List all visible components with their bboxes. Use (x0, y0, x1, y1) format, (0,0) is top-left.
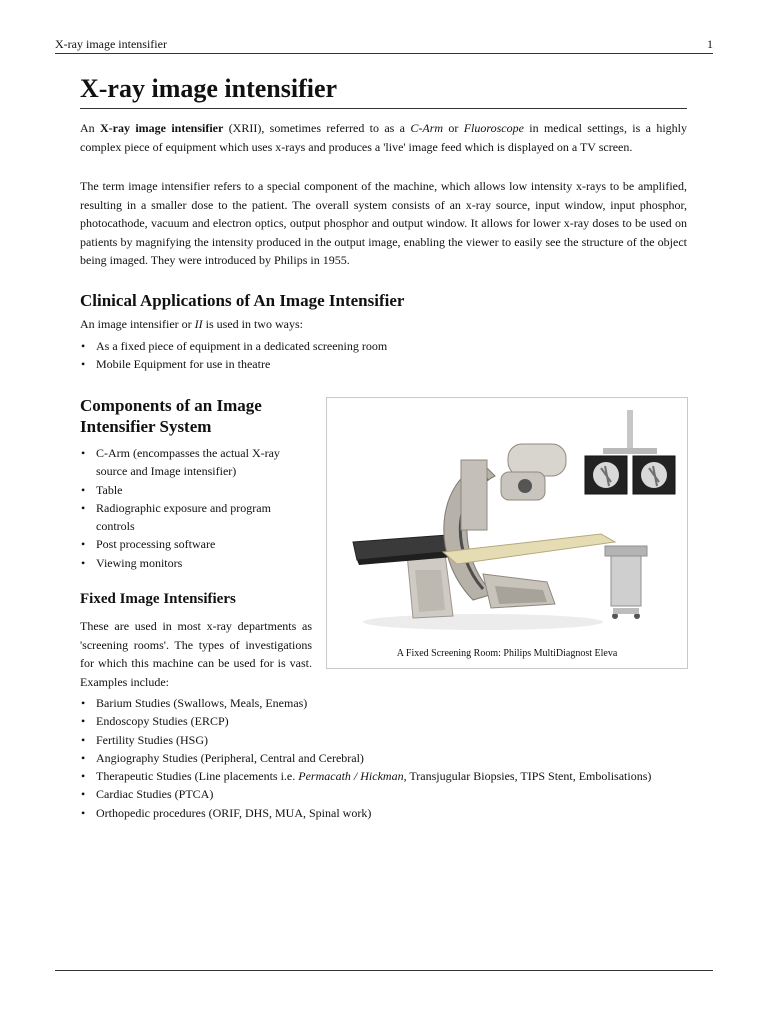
list-item: • Cardiac Studies (PTCA) (80, 785, 687, 803)
list-item: • Endoscopy Studies (ERCP) (80, 712, 687, 730)
therapeutic-italic: Permacath / Hickman (298, 769, 404, 784)
list-item: • Table (80, 481, 312, 499)
clinical-uses-list (80, 337, 687, 374)
running-header (55, 36, 713, 54)
intro-paragraph (80, 119, 687, 156)
intro-term-bold: X-ray image intensifier (100, 121, 224, 135)
therapeutic-text-1: Therapeutic Studies (Line placements i.e. (96, 769, 299, 784)
list-item: • Barium Studies (Swallows, Meals, Enemas) (80, 694, 687, 712)
list-item: • As a fixed piece of equipment in a dedicated screening room (80, 337, 687, 355)
figure-caption: A Fixed Screening Room: Philips MultiDiagnost Eleva (396, 648, 618, 659)
clinical-intro (80, 315, 687, 334)
intro-text-4: in medical settings, is a highly complex piece of equipment which uses x-rays and produces a 'live' image feed which is displayed on a TV screen. (80, 121, 687, 154)
footer-rule (55, 970, 713, 971)
components-list (80, 444, 312, 572)
list-item: • Fertility Studies (HSG) (80, 731, 687, 749)
intro-fluoroscope-italic: Fluoroscope (463, 121, 524, 135)
list-item: • Post processing software (80, 535, 312, 553)
list-item (80, 767, 687, 785)
examples-list (80, 694, 687, 822)
list-item: • Angiography Studies (Peripheral, Central and Cerebral) (80, 749, 687, 767)
clinical-intro-text-2: is used in two ways: (202, 317, 303, 331)
clinical-intro-italic: II (194, 317, 203, 331)
intro-text-2: (XRII), sometimes referred to as a (223, 121, 411, 135)
list-item: • Mobile Equipment for use in theatre (80, 355, 687, 373)
term-paragraph: The term image intensifier refers to a special component of the machine, which allows low intensity x-rays to be amplified, resulting in a smaller dose to the patient. The overall system consists of an x-ray source, input window, input phosphor, photocathode, vacuum and electron optics, output phosphor and output window. It allows for lower x-ray doses to be used on patients by magnifying the intensity produced in the output image, enabling the viewer to easily see the structure of the object being imaged. They were introduced by Philips in 1955. (80, 179, 687, 268)
fixed-paragraph: These are used in most x-ray departments as 'screening rooms'. The types of investigations for which this machine can be used for is vast. Examples include: (80, 619, 312, 689)
clinical-heading: Clinical Applications of An Image Intensifier (80, 291, 405, 310)
page-number: 1 (707, 37, 713, 51)
therapeutic-text-2: , Transjugular Biopsies, TIPS Stent, Embolisations) (403, 769, 652, 784)
intro-text-3: or (443, 121, 464, 135)
components-heading: Components of an Image Intensifier System (80, 396, 262, 436)
figure-screening-room (326, 397, 688, 669)
list-item: • Orthopedic procedures (ORIF, DHS, MUA, Spinal work) (80, 804, 687, 822)
intro-c-arm-italic: C-Arm (410, 121, 444, 135)
list-item: • C-Arm (encompasses the actual X-ray source and Image intensifier) (80, 444, 312, 481)
page-title: X-ray image intensifier (80, 74, 687, 109)
intro-text-1: An (80, 121, 101, 135)
list-item: • Viewing monitors (80, 554, 312, 572)
clinical-intro-text-1: An image intensifier or (80, 317, 195, 331)
running-title: X-ray image intensifier (55, 37, 167, 51)
screening-room-photo (333, 404, 681, 644)
fixed-heading: Fixed Image Intensifiers (80, 591, 236, 607)
list-item: • Radiographic exposure and program controls (80, 499, 312, 536)
